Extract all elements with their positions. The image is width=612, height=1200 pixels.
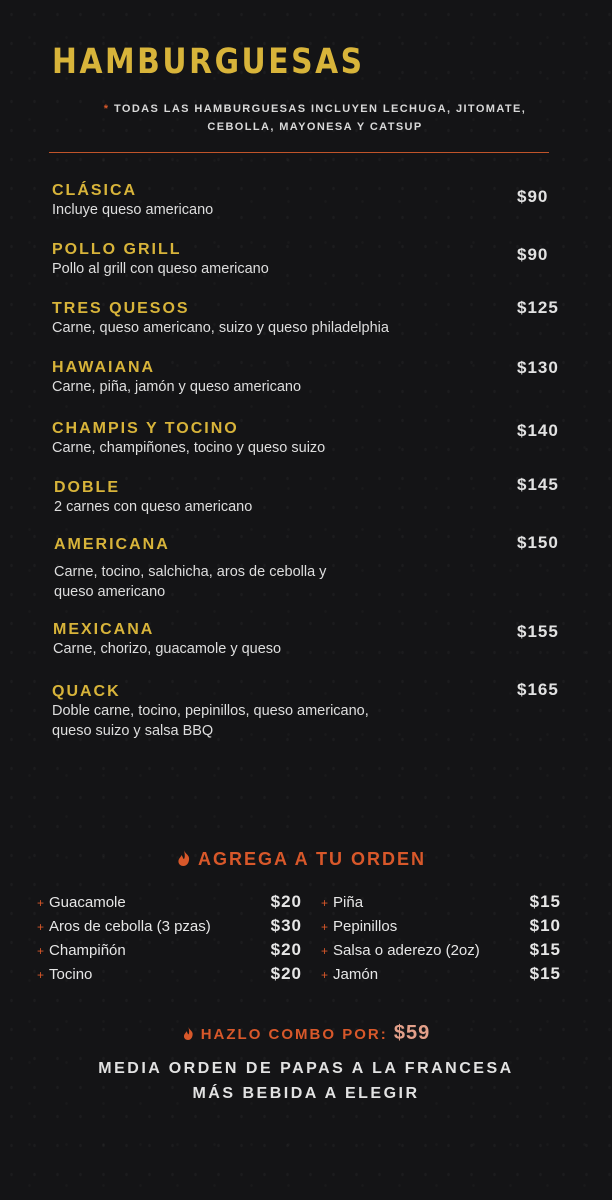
item-desc-line-1: Doble carne, tocino, pepinillos, queso americano, <box>52 703 369 719</box>
menu-item-mexicana <box>53 621 563 659</box>
menu-item-americana <box>54 536 564 602</box>
item-name: DOBLE <box>54 479 120 496</box>
addon-price: $30 <box>270 916 302 935</box>
addons-title: AGREGA A TU ORDEN <box>198 849 427 869</box>
item-desc: Carne, chorizo, guacamole y queso <box>53 641 282 657</box>
menu-item-hawaiana <box>52 359 562 397</box>
item-price: $125 <box>517 298 559 317</box>
addon-price: $20 <box>270 892 302 911</box>
includes-note <box>60 100 570 136</box>
item-name: CLÁSICA <box>52 182 138 199</box>
combo-price: $59 <box>393 1022 431 1044</box>
addon-item: + Pepinillos $10 <box>321 916 561 935</box>
combo-line-1: MEDIA ORDEN DE PAPAS A LA FRANCESA <box>98 1060 514 1077</box>
addon-item: + Piña $15 <box>321 892 561 911</box>
combo-offer <box>0 1022 612 1045</box>
item-desc-line-2: queso suizo y salsa BBQ <box>52 723 214 739</box>
item-price: $140 <box>517 421 559 440</box>
item-name: MEXICANA <box>53 621 155 638</box>
note-star: * <box>103 103 110 115</box>
addon-item: + Guacamole $20 <box>37 892 302 911</box>
addons-heading <box>176 849 426 870</box>
addon-price: $20 <box>270 964 302 983</box>
flame-icon <box>182 1026 195 1041</box>
note-line-2: CEBOLLA, MAYONESA Y CATSUP <box>207 121 423 133</box>
addon-item: + Salsa o aderezo (2oz) $15 <box>321 940 561 959</box>
menu-item-champis-y-tocino <box>52 420 562 458</box>
addon-item: + Champiñón $20 <box>37 940 302 959</box>
item-desc: Carne, champiñones, tocino y queso suizo <box>52 440 326 456</box>
item-price: $90 <box>517 187 549 206</box>
item-price: $150 <box>517 533 559 552</box>
addon-item: + Jamón $15 <box>321 964 561 983</box>
addon-price: $10 <box>529 916 561 935</box>
combo-label: HAZLO COMBO POR: <box>200 1026 388 1043</box>
addons-left-list <box>37 894 302 990</box>
item-price: $165 <box>517 680 559 699</box>
menu-item-doble <box>54 479 564 517</box>
item-desc: Incluye queso americano <box>52 202 214 218</box>
addon-price: $15 <box>529 964 561 983</box>
menu-item-pollo-grill <box>52 241 562 279</box>
item-price: $130 <box>517 358 559 377</box>
combo-description <box>0 1056 612 1106</box>
item-desc: Pollo al grill con queso americano <box>52 261 269 277</box>
item-name: AMERICANA <box>54 536 170 553</box>
item-desc-line-2: queso americano <box>54 584 166 600</box>
divider <box>49 152 549 153</box>
note-line-1: TODAS LAS HAMBURGUESAS INCLUYEN LECHUGA, JITOMATE, <box>113 103 527 115</box>
item-desc: 2 carnes con queso americano <box>54 499 253 515</box>
item-desc-line-1: Carne, tocino, salchicha, aros de cebolla y <box>54 564 327 580</box>
item-name: POLLO GRILL <box>52 241 182 258</box>
addon-price: $15 <box>529 892 561 911</box>
combo-line-2: MÁS BEBIDA A ELEGIR <box>192 1085 420 1102</box>
item-desc: Carne, piña, jamón y queso americano <box>52 379 302 395</box>
addon-item: + Aros de cebolla (3 pzas) $30 <box>37 916 302 935</box>
item-name: CHAMPIS Y TOCINO <box>52 420 239 437</box>
item-name: HAWAIANA <box>52 359 156 376</box>
addon-item: + Tocino $20 <box>37 964 302 983</box>
page-title: HAMBURGUESAS <box>52 42 365 82</box>
addons-right-list <box>321 894 561 990</box>
item-price: $90 <box>517 245 549 264</box>
item-price: $145 <box>517 475 559 494</box>
flame-icon <box>176 849 192 867</box>
addon-price: $15 <box>529 940 561 959</box>
item-name: TRES QUESOS <box>52 300 190 317</box>
item-price: $155 <box>517 622 559 641</box>
item-desc: Carne, queso americano, suizo y queso philadelphia <box>52 320 389 336</box>
item-name: QUACK <box>52 683 121 700</box>
menu-item-clasica <box>52 182 562 220</box>
menu-item-tres-quesos <box>52 300 562 338</box>
addon-price: $20 <box>270 940 302 959</box>
menu-item-quack <box>52 683 562 741</box>
